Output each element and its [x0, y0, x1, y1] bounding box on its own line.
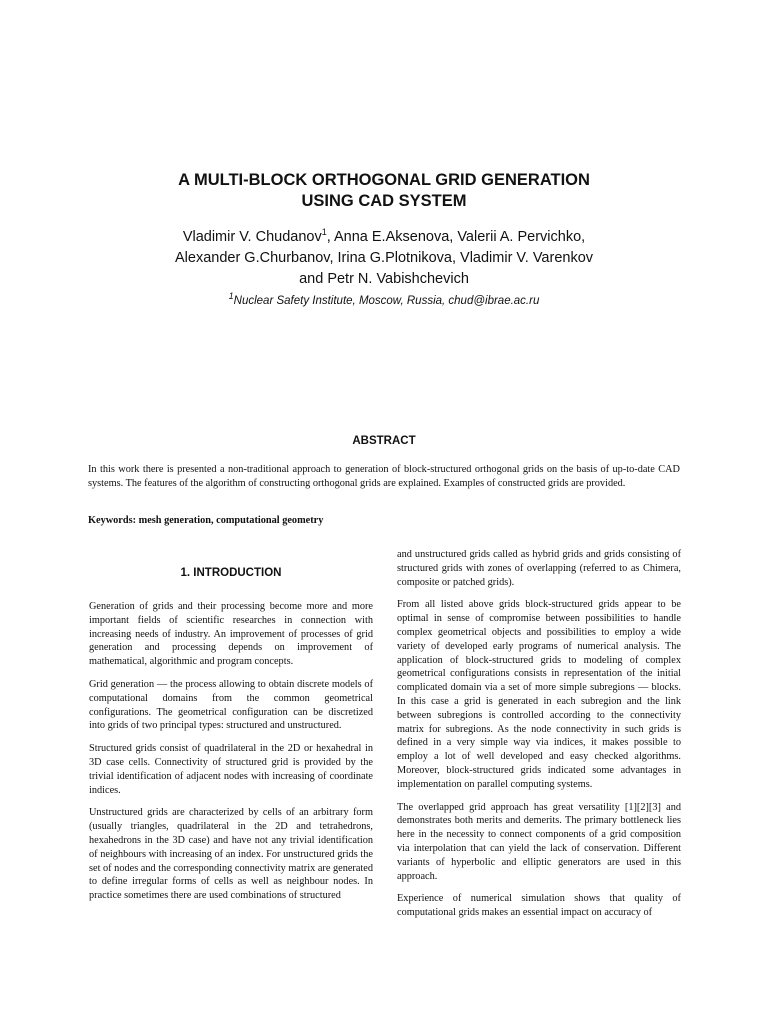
title-line-2: USING CAD SYSTEM	[301, 192, 467, 210]
paragraph: Experience of numerical simulation shows that quality of computational grids makes an essential impact on accuracy of	[397, 893, 681, 919]
authors-line-1-rest: , Anna E.Aksenova, Valerii A. Pervichko,	[326, 229, 586, 245]
section-heading-introduction: 1. INTRODUCTION	[180, 567, 282, 579]
abstract-heading: ABSTRACT	[352, 435, 416, 447]
left-column	[89, 548, 373, 912]
keywords: Keywords: mesh generation, computational geometry	[88, 515, 324, 526]
right-column	[397, 548, 681, 929]
abstract-body: In this work there is presented a non-traditional approach to generation of block-structured orthogonal grids on the basis of up-to-date CAD systems. The features of the algorithm of constructing orthogonal grids are explained. Examples of constructed grids are provided.	[88, 464, 680, 490]
affiliation-text: Nuclear Safety Institute, Moscow, Russia, chud@ibrae.ac.ru	[233, 295, 540, 307]
paragraph: From all listed above grids block-structured grids appear to be optimal in sense of compromise between possibilities to handle complex geometrical objects and possibilities to employ a wide variety of developed early programs of numerical analysis. The application of block-structured grids to modeling of complex geometrical configurations consists in representation of the initial complicated domain via a set of more simple subregions — blocks. In this case a grid is generated in each subregion and the link between subregions is controlled according to the connectivity matrix for subregions. As the node connectivity in such grids is defined in a very simple way via indices, it makes possible to employ a lot of well developed and easy checked algorithms. Moreover, block-structured grids indicated some advantages in implementation on parallel computing systems.	[397, 599, 681, 790]
paragraph: Unstructured grids are characterized by cells of an arbitrary form (usually triangles, quadrilateral in the 2D and tetrahedrons, hexahedrons in the 3D case) and have not any trivial identification of neighbours with increasing of an index. For unstructured grids the set of nodes and the corresponding connectivity matrix are generated to define irregular forms of cells as well as neighbour nodes. In practice sometimes there are used combinations of structured	[89, 807, 373, 902]
affiliation-sup: 1	[228, 291, 234, 302]
paragraph: The overlapped grid approach has great versatility [1][2][3] and demonstrates both merits and demerits. The primary bottleneck lies here in the necessity to connect components of a grid composition via interpolation that can yield the lack of conservation. Different variants of hyperbolic and elliptic generators are used in this approach.	[397, 801, 681, 882]
paragraph: Generation of grids and their processing become more and more important fields of scientific researches in connection with increasing needs of industry. An improvement of processes of grid generation and processing depends on improvement of mathematical, algorithmic and program concepts.	[89, 601, 373, 668]
title-line-1: A MULTI-BLOCK ORTHOGONAL GRID GENERATION	[178, 171, 590, 189]
author-list	[0, 227, 768, 290]
paragraph: and unstructured grids called as hybrid grids and grids consisting of structured grids with zones of overlapping (referred to as Chimera, composite or patched grids).	[397, 549, 681, 588]
paragraph: Grid generation — the process allowing to obtain discrete models of computational domains from the common geometrical configurations. The geometrical configuration can be discretized into grids of two principal types: structured and unstructured.	[89, 678, 373, 732]
affiliation	[0, 293, 768, 309]
affiliation-marker: 1	[321, 227, 327, 238]
author-first: Vladimir V. Chudanov	[182, 229, 322, 245]
authors-line-1	[0, 227, 768, 248]
authors-line-2: Alexander G.Churbanov, Irina G.Plotnikova, Vladimir V. Varenkov	[174, 250, 594, 266]
paragraph: Structured grids consist of quadrilateral in the 2D or hexahedral in 3D case cells. Connectivity of structured grid is provided by the trivial identification of adjacent nodes with increasing of coordinate indices.	[89, 743, 373, 796]
paper-title	[0, 170, 768, 212]
authors-line-3: and Petr N. Vabishchevich	[299, 271, 469, 287]
